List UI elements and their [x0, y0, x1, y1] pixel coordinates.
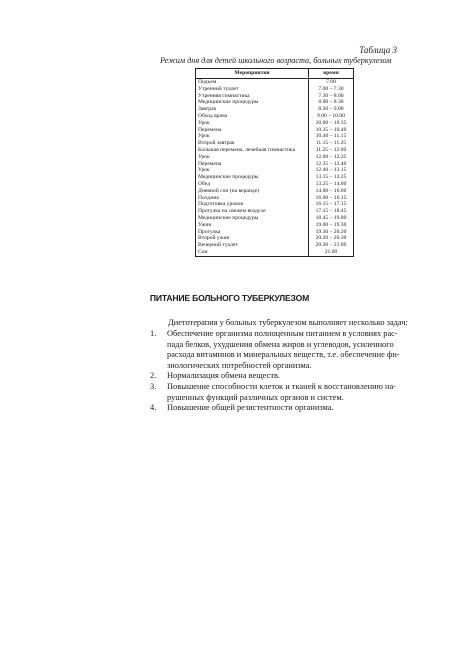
table-row: [196, 120, 354, 127]
time-cell: 19.30 – 20.20: [309, 229, 354, 236]
list-item: [150, 329, 400, 371]
table-row: [196, 222, 354, 229]
time-cell: 14.00 – 16.00: [309, 188, 354, 195]
table-row: [196, 86, 354, 93]
activity-cell: Второй ужин: [196, 235, 309, 242]
activity-cell: Урок: [196, 120, 309, 127]
table-row: [196, 249, 354, 256]
time-cell: 16.00 – 16.15: [309, 195, 354, 202]
table-row: [196, 208, 354, 215]
daily-schedule-table: [195, 68, 354, 257]
list-item-line: Повышение общей резистентности организма.: [167, 403, 334, 413]
activity-cell: Урок: [196, 154, 309, 161]
activity-cell: Утренний туалет: [196, 86, 309, 93]
section-title: ПИТАНИЕ БОЛЬНОГО ТУБЕРКУЛЕЗОМ: [149, 293, 310, 303]
table-row: [196, 79, 354, 86]
list-item: [150, 382, 400, 403]
activity-cell: Перемена: [196, 161, 309, 168]
table-row: [196, 195, 354, 202]
list-item-line: зиологических потребностей организма.: [167, 360, 312, 370]
activity-cell: Вечерний туалет: [196, 242, 309, 249]
activity-cell: Обход врача: [196, 113, 309, 120]
list-item-line: Обеспечение организма полноценным питанием в условиях рас-: [167, 329, 398, 338]
activity-cell: Подъем: [196, 79, 309, 86]
time-cell: 11.25 – 12.00: [309, 147, 354, 154]
header-activity: Мероприятия: [196, 69, 309, 79]
table-row: [196, 106, 354, 113]
time-cell: 20.30 – 21.00: [309, 242, 354, 249]
activity-cell: Утренняя гимнастика: [196, 93, 309, 100]
list-item-number: 4.: [150, 403, 157, 413]
list-item-number: 1.: [150, 329, 157, 338]
table-row: [196, 242, 354, 249]
list-item-line: расхода витаминов и минеральных веществ, т.е. обеспечение фи-: [167, 350, 400, 360]
table-row: [196, 99, 354, 106]
time-cell: 20.20 – 20.30: [309, 235, 354, 242]
table-row: [196, 167, 354, 174]
time-cell: 9.00 – 10.00: [309, 113, 354, 120]
activity-cell: Обед: [196, 181, 309, 188]
table-row: [196, 188, 354, 195]
activity-cell: Урок: [196, 167, 309, 174]
list-item-number: 2.: [150, 371, 157, 381]
time-cell: 13.25 – 14.00: [309, 181, 354, 188]
activity-cell: Медицинские процедуры: [196, 99, 309, 106]
table-row: [196, 140, 354, 147]
list-item: [150, 403, 400, 414]
list-item-text: [167, 403, 400, 414]
activity-cell: Прогулка: [196, 229, 309, 236]
time-cell: 18.45 – 19.00: [309, 215, 354, 222]
list-item: [150, 371, 400, 382]
list-item-text: [167, 329, 400, 371]
list-item-line: рушенных функций различных органов и систем.: [167, 392, 344, 402]
list-item-line: Повышение способности клеток и тканей к восстановлению на-: [167, 381, 396, 391]
table-body: [196, 79, 354, 257]
table-row: [196, 181, 354, 188]
table-header-row: [196, 69, 354, 79]
activity-cell: Завтрак: [196, 106, 309, 113]
activity-cell: Сон: [196, 249, 309, 256]
table-row: [196, 161, 354, 168]
time-cell: 17.15 – 18.45: [309, 208, 354, 215]
time-cell: 11.15 – 11.25: [309, 140, 354, 147]
time-cell: 7.00 – 7.30: [309, 86, 354, 93]
activity-cell: Медицинские процедуры: [196, 174, 309, 181]
activity-cell: Большая перемена, лечебная гимнастика: [196, 147, 309, 154]
time-cell: 13.15 – 13.25: [309, 174, 354, 181]
time-cell: 7.00: [309, 79, 354, 86]
diet-tasks-list: [150, 329, 400, 414]
table-row: [196, 93, 354, 100]
list-item-line: Нормализация обмена веществ.: [167, 371, 281, 381]
time-cell: 21.00: [309, 249, 354, 256]
time-cell: 8.30 – 9.00: [309, 106, 354, 113]
time-cell: 12.40 – 13.15: [309, 167, 354, 174]
time-cell: 16.15 – 17.15: [309, 201, 354, 208]
table-row: [196, 215, 354, 222]
activity-cell: Медицинские процедуры: [196, 215, 309, 222]
time-cell: 8.00 – 8.30: [309, 99, 354, 106]
table-row: [196, 147, 354, 154]
activity-cell: Прогулка на свежем воздухе: [196, 208, 309, 215]
activity-cell: Урок: [196, 133, 309, 140]
time-cell: 10.00 – 10.35: [309, 120, 354, 127]
time-cell: 12.00 – 12.35: [309, 154, 354, 161]
time-cell: 12.35 – 12.40: [309, 161, 354, 168]
list-item-text: [167, 382, 400, 403]
list-item-line: пада белков, ухудшения обмена жиров и углеводов, усиленного: [167, 339, 394, 349]
table-row: [196, 154, 354, 161]
time-cell: 19.00 – 19.30: [309, 222, 354, 229]
time-cell: 10.35 – 10.40: [309, 127, 354, 134]
list-item-text: [167, 371, 400, 382]
activity-cell: Второй завтрак: [196, 140, 309, 147]
table-row: [196, 201, 354, 208]
activity-cell: Дневной сон (на веранде): [196, 188, 309, 195]
time-cell: 10.40 – 11.15: [309, 133, 354, 140]
activity-cell: Полдник: [196, 195, 309, 202]
header-time: время: [309, 69, 354, 79]
table-row: [196, 127, 354, 134]
section-intro: Диетотерапия у больных туберкулезом выполняет несколько задач:: [168, 318, 408, 327]
activity-cell: Перемена: [196, 127, 309, 134]
table-number: Таблица 3: [359, 45, 397, 55]
activity-cell: Подготовка уроков: [196, 201, 309, 208]
list-item-number: 3.: [150, 381, 157, 391]
table-row: [196, 174, 354, 181]
activity-cell: Ужин: [196, 222, 309, 229]
time-cell: 7.30 – 8.00: [309, 93, 354, 100]
table-row: [196, 113, 354, 120]
table-caption: Режим дня для детей школьного возраста, больных туберкулезом: [160, 56, 392, 65]
